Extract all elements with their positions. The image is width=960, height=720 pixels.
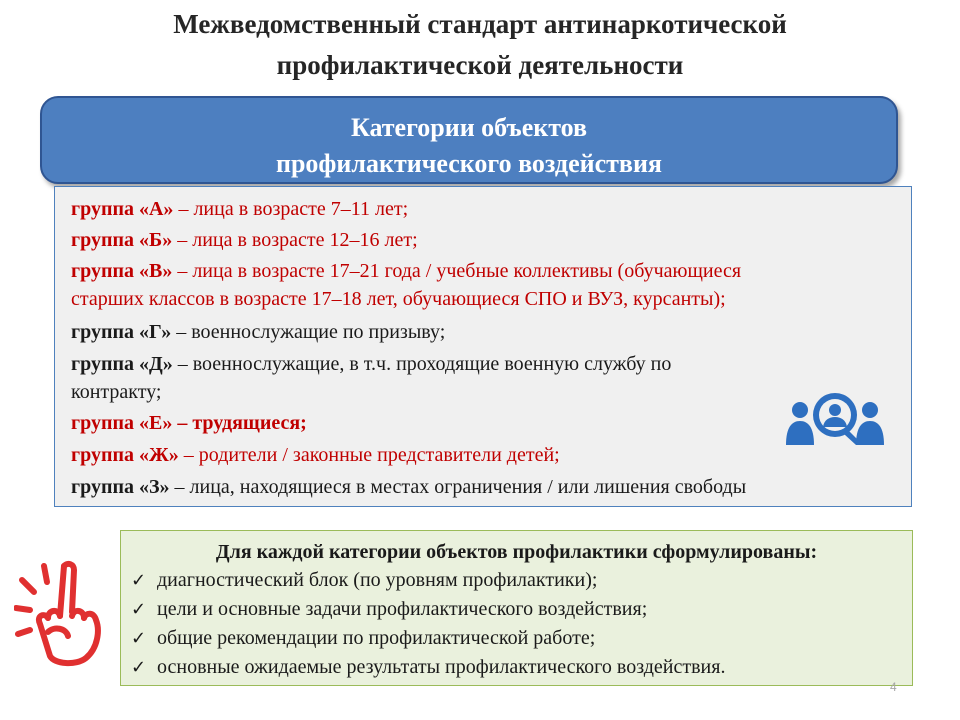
summary-heading: Для каждой категории объектов профилактики сформулированы:: [215, 541, 818, 563]
summary-item-text: основные ожидаемые результаты профилактического воздействия.: [157, 656, 726, 678]
slide-title-line2: профилактической деятельности: [276, 50, 684, 80]
user-group-search-icon: [786, 393, 884, 445]
slide-title-line1: Межведомственный стандарт антинаркотической: [173, 9, 787, 39]
group-g: [71, 317, 445, 347]
group-b-desc: – лица в возрасте 12–16 лет;: [172, 229, 418, 251]
group-e: [71, 408, 307, 438]
checkmark-icon: ✓: [131, 657, 147, 678]
summary-item-text: диагностический блок (по уровням профилактики);: [157, 569, 598, 591]
summary-item: [131, 594, 647, 625]
checkmark-icon: ✓: [131, 599, 147, 620]
group-a-desc: – лица в возрасте 7–11 лет;: [173, 198, 409, 220]
group-e-label: группа «Е» – трудящиеся;: [71, 412, 307, 434]
group-g-label: группа «Г»: [71, 321, 172, 343]
group-v-cont: [71, 284, 726, 314]
banner-text: [42, 110, 896, 182]
group-z-label: группа «З»: [71, 476, 170, 498]
group-zh: [71, 440, 560, 470]
group-v: [71, 256, 741, 286]
group-z-desc: – лица, находящиеся в местах ограничения / или лишения свободы: [169, 476, 747, 498]
slide-title: [60, 4, 900, 86]
page-number: 4: [890, 680, 897, 694]
summary-item: [131, 623, 595, 654]
summary-item-text: цели и основные задачи профилактического воздействия;: [157, 598, 648, 620]
group-d-cont: [71, 377, 162, 407]
banner-line1: Категории объектов: [350, 113, 588, 142]
checkmark-icon: ✓: [131, 570, 147, 591]
group-v-desc: – лица в возрасте 17–21 года / учебные коллективы (обучающиеся: [172, 260, 742, 282]
groups-panel: [54, 186, 912, 507]
group-d-desc2: контракту;: [71, 381, 162, 403]
hand-attention-icon: [14, 560, 106, 668]
summary-item: [131, 652, 725, 683]
group-zh-desc: – родители / законные представители детей;: [178, 444, 560, 466]
banner-line2: профилактического воздействия: [275, 149, 662, 178]
group-d: [71, 349, 671, 379]
group-zh-label: группа «Ж»: [71, 444, 179, 466]
group-d-desc: – военнослужащие, в т.ч. проходящие военную службу по: [172, 353, 672, 375]
summary-item-text: общие рекомендации по профилактической работе;: [157, 627, 596, 649]
group-d-label: группа «Д»: [71, 353, 173, 375]
group-a-label: группа «А»: [71, 198, 174, 220]
checkmark-icon: ✓: [131, 628, 147, 649]
summary-item: [131, 565, 597, 596]
summary-panel: [120, 530, 913, 686]
group-b: [71, 225, 418, 255]
group-b-label: группа «Б»: [71, 229, 173, 251]
group-g-desc: – военнослужащие по призыву;: [171, 321, 446, 343]
group-a: [71, 194, 408, 224]
category-banner: [40, 96, 898, 184]
group-z: [71, 472, 746, 502]
group-v-label: группа «В»: [71, 260, 173, 282]
group-v-desc2: старших классов в возрасте 17–18 лет, обучающиеся СПО и ВУЗ, курсанты);: [71, 288, 726, 310]
